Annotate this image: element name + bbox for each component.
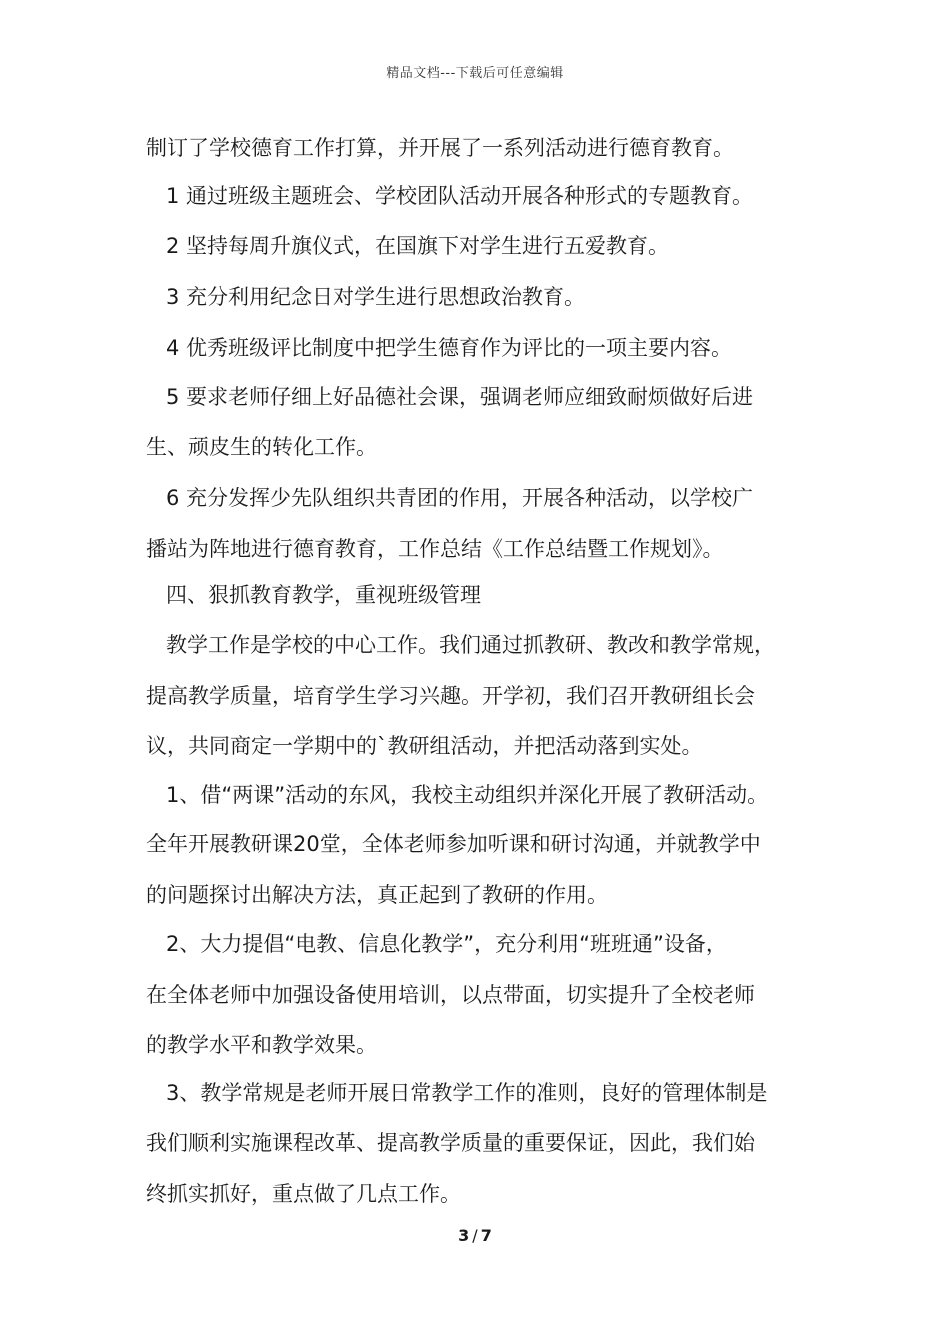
section-heading: 四、狠抓教育教学，重视班级管理 (166, 583, 481, 607)
paragraph-line: 的教学水平和教学效果。 (146, 1033, 377, 1057)
page-header: 精品文档---下载后可任意编辑 (386, 66, 564, 81)
paragraph-line: 提高教学质量，培育学生学习兴趣。开学初，我们召开教研组长会 (146, 684, 755, 708)
list-item: 3 充分利用纪念日对学生进行思想政治教育。 (166, 285, 586, 309)
list-item: 6 充分发挥少先队组织共青团的作用，开展各种活动，以学校广 (166, 486, 754, 510)
paragraph-line: 教学工作是学校的中心工作。我们通过抓教研、教改和教学常规， (166, 633, 775, 657)
list-item: 4 优秀班级评比制度中把学生德育作为评比的一项主要内容。 (166, 336, 733, 360)
list-item: 5 要求老师仔细上好品德社会课，强调老师应细致耐烦做好后进 (166, 385, 754, 409)
list-item: 1 通过班级主题班会、学校团队活动开展各种形式的专题教育。 (166, 184, 754, 208)
list-item: 1、借“两课”活动的东风，我校主动组织并深化开展了教研活动。 (166, 783, 769, 807)
paragraph-line: 制订了学校德育工作打算，并开展了一系列活动进行德育教育。 (146, 136, 734, 160)
paragraph-line: 生、顽皮生的转化工作。 (146, 435, 377, 459)
paragraph-line: 议，共同商定一学期中的`教研组活动，并把活动落到实处。 (146, 734, 703, 758)
paragraph-line: 的问题探讨出解决方法，真正起到了教研的作用。 (146, 883, 608, 907)
paragraph-line: 终抓实抓好，重点做了几点工作。 (146, 1182, 461, 1206)
list-item: 2、大力提倡“电教、信息化教学”，充分利用“班班通”设备， (166, 932, 727, 956)
page-number (0, 1226, 950, 1245)
page-separator: / (472, 1226, 478, 1245)
current-page: 3 (458, 1226, 470, 1245)
total-pages: 7 (480, 1226, 492, 1245)
list-item: 3、教学常规是老师开展日常教学工作的准则，良好的管理体制是 (166, 1081, 768, 1105)
paragraph-line: 全年开展教研课20堂，全体老师参加听课和研讨沟通，并就教学中 (146, 832, 761, 856)
paragraph-line: 在全体老师中加强设备使用培训，以点带面，切实提升了全校老师 (146, 983, 755, 1007)
paragraph-line: 我们顺利实施课程改革、提高教学质量的重要保证，因此，我们始 (146, 1131, 755, 1155)
paragraph-line: 播站为阵地进行德育教育，工作总结《工作总结暨工作规划》。 (146, 537, 724, 561)
list-item: 2 坚持每周升旗仪式，在国旗下对学生进行五爱教育。 (166, 234, 670, 258)
